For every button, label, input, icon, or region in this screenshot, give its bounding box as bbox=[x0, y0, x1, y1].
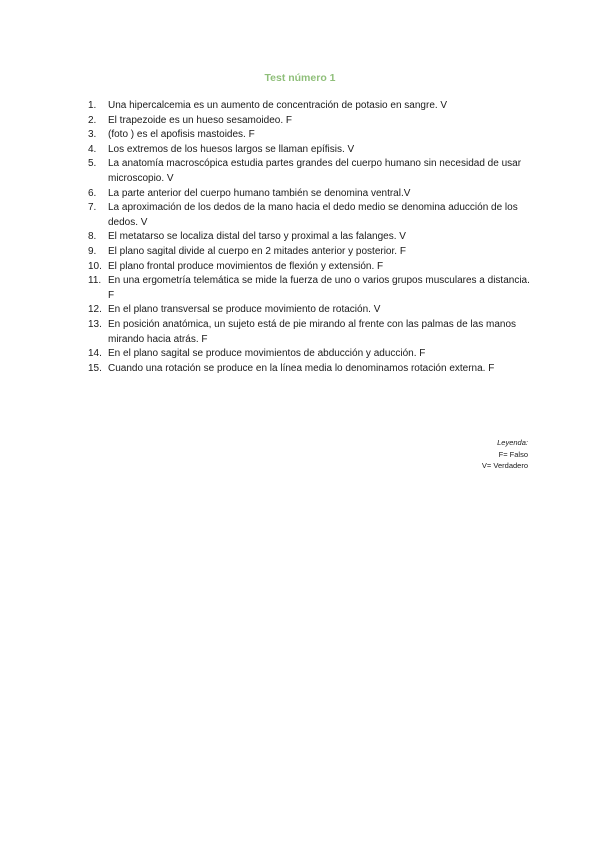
item-number: 14. bbox=[88, 348, 102, 360]
list-item bbox=[88, 128, 530, 143]
item-number: 5. bbox=[88, 158, 97, 170]
list-item bbox=[88, 260, 530, 275]
item-text: La anatomía macroscópica estudia partes grandes del cuerpo humano sin necesidad de usar microscopio. V bbox=[108, 158, 522, 184]
item-number: 1. bbox=[88, 100, 97, 111]
list-item bbox=[88, 187, 530, 202]
list-item bbox=[88, 114, 530, 129]
item-text: Los extremos de los huesos largos se llaman epífisis. V bbox=[108, 143, 355, 155]
item-number: 9. bbox=[88, 245, 97, 257]
item-text: La aproximación de los dedos de la mano hacia el dedo medio se denomina aducción de los dedos. V bbox=[108, 202, 518, 228]
item-text: Cuando una rotación se produce en la línea media lo denominamos rotación externa. F bbox=[108, 362, 495, 374]
legend bbox=[482, 437, 528, 472]
list-item bbox=[88, 143, 530, 158]
list-item bbox=[88, 230, 530, 245]
list-item bbox=[88, 362, 530, 377]
list-item bbox=[88, 245, 530, 260]
item-number: 8. bbox=[88, 231, 97, 243]
list-item bbox=[88, 318, 530, 347]
item-number: 4. bbox=[88, 143, 97, 155]
legend-true: V= Verdadero bbox=[481, 461, 528, 470]
item-number: 7. bbox=[88, 202, 97, 214]
item-text: El metatarso se localiza distal del tarso y proximal a las falanges. V bbox=[108, 231, 406, 243]
item-number: 13. bbox=[88, 318, 102, 330]
item-number: 3. bbox=[88, 129, 97, 141]
item-number: 10. bbox=[88, 260, 102, 272]
document-title: Test número 1 bbox=[264, 72, 336, 84]
list-item bbox=[88, 201, 530, 230]
item-text: Una hipercalcemia es un aumento de concentración de potasio en sangre. V bbox=[108, 100, 448, 111]
item-text: El plano sagital divide al cuerpo en 2 mitades anterior y posterior. F bbox=[108, 245, 406, 257]
item-number: 2. bbox=[88, 114, 97, 126]
item-text: El trapezoide es un hueso sesamoideo. F bbox=[108, 114, 292, 126]
legend-false: F= Falso bbox=[498, 449, 528, 459]
item-text: En una ergometría telemática se mide la fuerza de uno o varios grupos musculares a distancia. F bbox=[108, 275, 530, 301]
item-text: En posición anatómica, un sujeto está de pie mirando al frente con las palmas de las manos mirando hacia atrás. F bbox=[108, 318, 517, 345]
list-item bbox=[88, 303, 530, 318]
item-text: (foto ) es el apofisis mastoides. F bbox=[108, 129, 255, 141]
item-text: La parte anterior del cuerpo humano también se denomina ventral.V bbox=[108, 187, 411, 199]
item-number: 12. bbox=[88, 304, 102, 316]
question-list bbox=[88, 99, 530, 376]
item-number: 11. bbox=[88, 275, 102, 287]
item-text: El plano frontal produce movimientos de flexión y extensión. F bbox=[108, 260, 384, 272]
list-item bbox=[88, 347, 530, 362]
list-item bbox=[88, 99, 530, 114]
item-number: 15. bbox=[88, 362, 102, 374]
item-text: En el plano transversal se produce movimiento de rotación. V bbox=[108, 304, 381, 316]
item-text: En el plano sagital se produce movimientos de abducción y aducción. F bbox=[108, 348, 426, 360]
list-item bbox=[88, 157, 530, 186]
legend-title: Leyenda: bbox=[497, 438, 528, 447]
list-item bbox=[88, 274, 530, 303]
item-number: 6. bbox=[88, 187, 97, 199]
